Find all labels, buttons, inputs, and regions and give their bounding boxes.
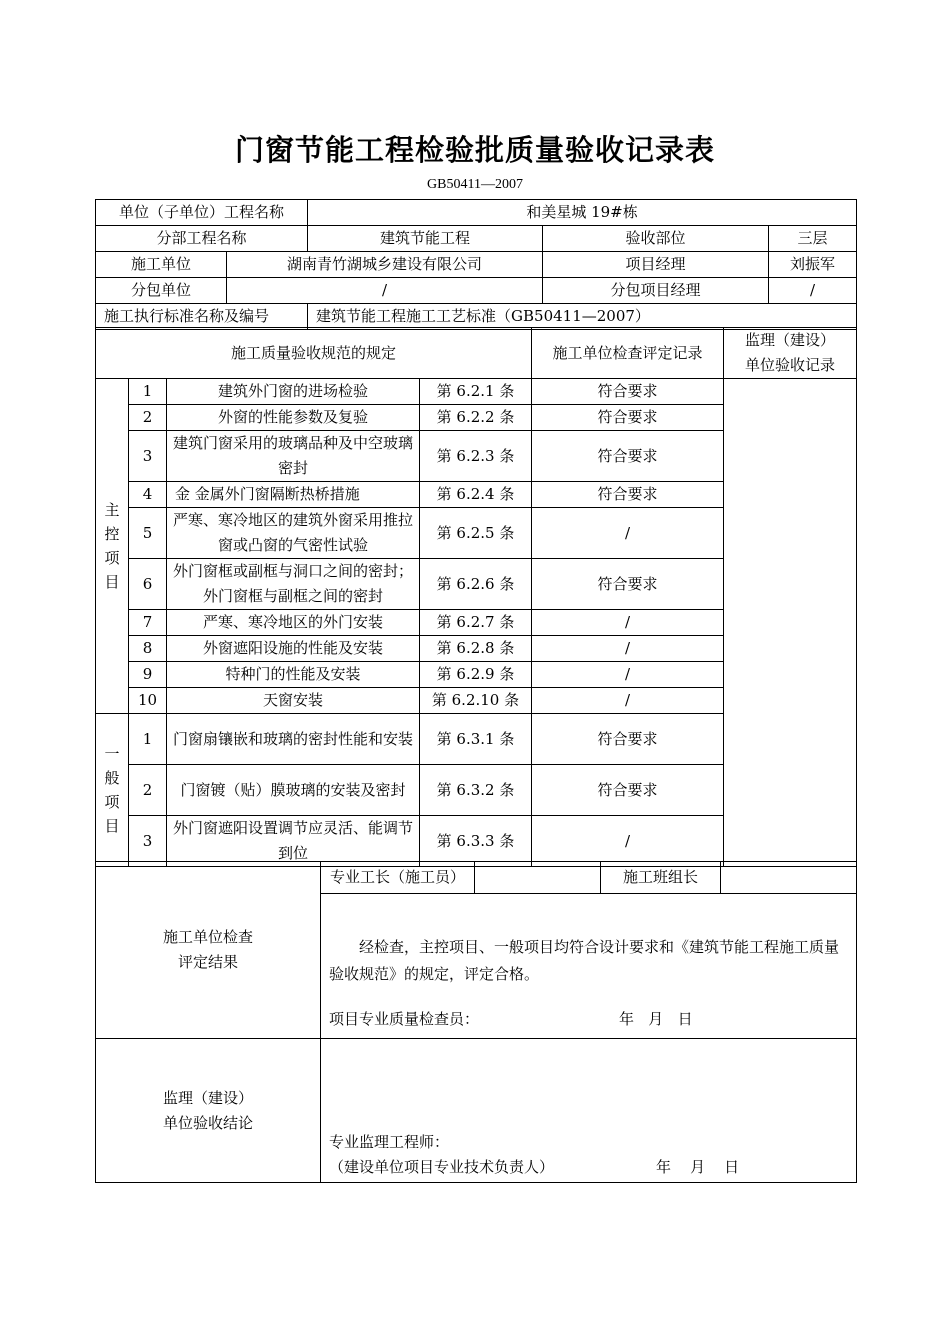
inspector-label: 项目专业质量检查员： [329, 1010, 480, 1028]
item-no: 1 [129, 714, 167, 765]
contractor-conclusion: 经检查，主控项目、一般项目均符合设计要求和《建筑节能工程施工质量验收规范》的规定，评定合格。 [329, 938, 840, 983]
item-clause: 第 6.2.9 条 [420, 662, 532, 688]
item-clause: 第 6.2.5 条 [420, 508, 532, 559]
item-clause: 第 6.3.1 条 [420, 714, 532, 765]
supervision-column-header [724, 328, 857, 379]
item-no: 1 [129, 379, 167, 405]
page-title: 门窗节能工程检验批质量验收记录表 [234, 133, 715, 167]
item-desc: 门窗扇镶嵌和玻璃的密封性能和安装 [167, 714, 420, 765]
item-desc: 外窗遮阳设施的性能及安装 [167, 636, 420, 662]
item-no: 4 [129, 482, 167, 508]
supervision-header-line2: 单位验收记录 [745, 356, 836, 374]
check-column-header: 施工单位检查评定记录 [532, 328, 724, 379]
item-desc: 严寒、寒冷地区的外门安装 [167, 610, 420, 636]
team-leader-label: 施工班组长 [601, 862, 721, 894]
std-label: 施工执行标准名称及编号 [96, 304, 308, 330]
item-result: 符合要求 [532, 559, 724, 610]
contractor-conclusion-cell [321, 894, 857, 1039]
item-clause: 第 6.3.3 条 [420, 816, 532, 867]
inspector-date: 年 月 日 [619, 1010, 693, 1028]
owner-rep-label: （建设单位项目专业技术负责人） [329, 1158, 555, 1176]
item-desc: 建筑门窗采用的玻璃品种及中空玻璃密封 [167, 431, 420, 482]
item-no: 2 [129, 765, 167, 816]
standard-code: GB50411—2007 [427, 177, 523, 192]
subcontractor-label: 分包单位 [96, 278, 227, 304]
subdivision-value: 建筑节能工程 [308, 226, 543, 252]
item-desc: 金 金属外门窗隔断热桥措施 [167, 482, 420, 508]
item-no: 8 [129, 636, 167, 662]
item-desc: 特种门的性能及安装 [167, 662, 420, 688]
item-clause: 第 6.2.6 条 [420, 559, 532, 610]
item-clause: 第 6.2.3 条 [420, 431, 532, 482]
foreman-label: 专业工长（施工员） [321, 862, 475, 894]
item-clause: 第 6.2.2 条 [420, 405, 532, 431]
item-desc: 严寒、寒冷地区的建筑外窗采用推拉窗或凸窗的气密性试验 [167, 508, 420, 559]
item-result: 符合要求 [532, 765, 724, 816]
general-items-label: 一 般 项 目 [96, 714, 129, 867]
pm-value: 刘振军 [769, 252, 857, 278]
items-table [95, 327, 857, 867]
location-value: 三层 [769, 226, 857, 252]
item-clause: 第 6.2.4 条 [420, 482, 532, 508]
supervision-engineer-label: 专业监理工程师： [329, 1133, 450, 1151]
item-result: / [532, 636, 724, 662]
item-desc: 外门窗框或副框与洞口之间的密封；外门窗框与副框之间的密封 [167, 559, 420, 610]
item-result: 符合要求 [532, 431, 724, 482]
std-value: 建筑节能工程施工工艺标准（GB50411—2007） [308, 304, 857, 330]
item-result: 符合要求 [532, 714, 724, 765]
supervision-record-cell [724, 379, 857, 867]
item-desc: 门窗镀（贴）膜玻璃的安装及密封 [167, 765, 420, 816]
item-result: / [532, 816, 724, 867]
supervision-header-line1: 监理（建设） [745, 331, 836, 349]
item-clause: 第 6.3.2 条 [420, 765, 532, 816]
main-items-label: 主 控 项 目 [96, 379, 129, 714]
sub-pm-value: / [769, 278, 857, 304]
item-result: / [532, 508, 724, 559]
supervision-conclusion-label: 监理（建设） 单位验收结论 [96, 1039, 321, 1183]
item-no: 6 [129, 559, 167, 610]
unit-value: 和美星城 19#栋 [308, 200, 857, 226]
item-result: 符合要求 [532, 482, 724, 508]
item-clause: 第 6.2.7 条 [420, 610, 532, 636]
header-table [95, 199, 857, 330]
results-table [95, 861, 857, 1183]
item-result: / [532, 688, 724, 714]
item-result: / [532, 610, 724, 636]
subdivision-label: 分部工程名称 [96, 226, 308, 252]
item-no: 7 [129, 610, 167, 636]
subcontractor-value: / [227, 278, 543, 304]
spec-column-header: 施工质量验收规范的规定 [96, 328, 532, 379]
item-no: 3 [129, 816, 167, 867]
contractor-check-label: 施工单位检查 评定结果 [96, 862, 321, 1039]
item-clause: 第 6.2.8 条 [420, 636, 532, 662]
sub-pm-label: 分包项目经理 [543, 278, 769, 304]
item-no: 5 [129, 508, 167, 559]
item-result: / [532, 662, 724, 688]
pm-label: 项目经理 [543, 252, 769, 278]
team-leader-signature [721, 862, 857, 894]
item-no: 9 [129, 662, 167, 688]
item-result: 符合要求 [532, 405, 724, 431]
item-desc: 建筑外门窗的进场检验 [167, 379, 420, 405]
supervision-conclusion-cell [321, 1039, 857, 1183]
supervision-date: 年 月 日 [656, 1158, 740, 1176]
item-no: 10 [129, 688, 167, 714]
unit-label: 单位（子单位）工程名称 [96, 200, 308, 226]
item-desc: 外窗的性能参数及复验 [167, 405, 420, 431]
foreman-signature [475, 862, 601, 894]
contractor-label: 施工单位 [96, 252, 227, 278]
item-no: 3 [129, 431, 167, 482]
item-no: 2 [129, 405, 167, 431]
location-label: 验收部位 [543, 226, 769, 252]
item-clause: 第 6.2.1 条 [420, 379, 532, 405]
contractor-value: 湖南青竹湖城乡建设有限公司 [227, 252, 543, 278]
item-desc: 外门窗遮阳设置调节应灵活、能调节到位 [167, 816, 420, 867]
item-result: 符合要求 [532, 379, 724, 405]
item-clause: 第 6.2.10 条 [420, 688, 532, 714]
item-desc: 天窗安装 [167, 688, 420, 714]
